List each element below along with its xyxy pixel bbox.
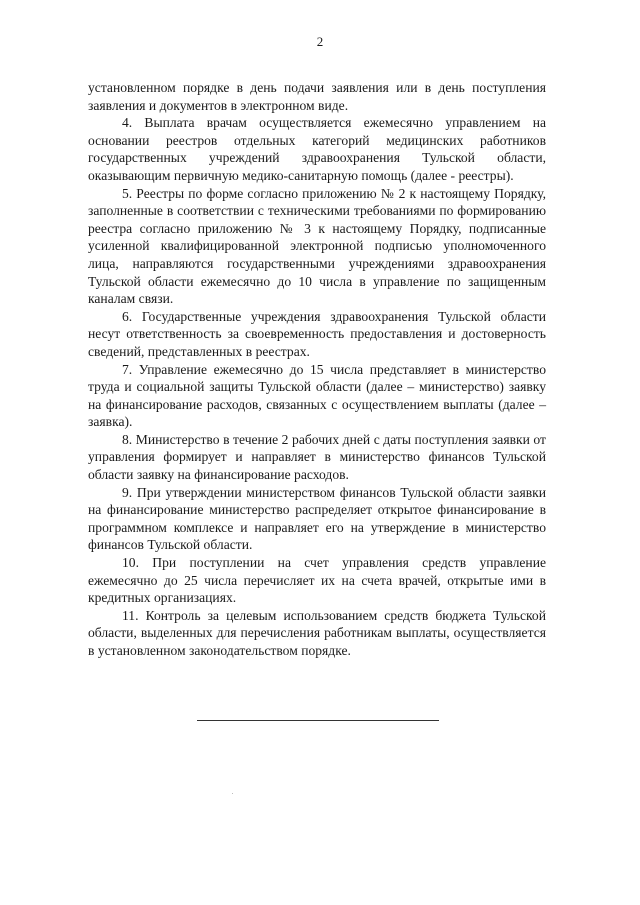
- end-separator-line: [197, 720, 439, 721]
- paragraph-item-8: 8. Министерство в течение 2 рабочих дней с даты поступления заявки от управления формирует и направляет в министерство финансов Тульской области заявку на финансирование расходов.: [88, 431, 546, 483]
- paragraph-item-4: 4. Выплата врачам осуществляется ежемесячно управлением на основании реестров отдельных категорий медицинских работников государственных учреждений здравоохранения Тульской области, оказывающим первичную медико-санитарную помощь (далее - реестры).: [88, 115, 546, 183]
- scan-speck: [232, 793, 233, 794]
- paragraph-continuation: установленном порядке в день подачи заявления или в день поступления заявления и документов в электронном виде.: [88, 80, 546, 113]
- paragraph-item-10: 10. При поступлении на счет управления средств управление ежемесячно до 25 числа перечисляет их на счета врачей, открытые ими в кредитных организациях.: [88, 555, 546, 606]
- page-number: 2: [316, 34, 324, 49]
- paragraph-item-9: 9. При утверждении министерством финансов Тульской области заявки на финансирование министерство распределяет открытое финансирование в программном комплексе и направляет его на утверждение в министерство финансов Тульской области.: [88, 484, 546, 553]
- paragraph-item-6: 6. Государственные учреждения здравоохранения Тульской области несут ответственность за своевременность предоставления и достоверность сведений, представленных в реестрах.: [88, 308, 546, 359]
- paragraph-item-7: 7. Управление ежемесячно до 15 числа представляет в министерство труда и социальной защиты Тульской области (далее – министерство) заявку на финансирование расходов, связанных с осуществлением выплаты (далее – заявка).: [88, 361, 546, 430]
- paragraph-item-5: 5. Реестры по форме согласно приложению № 2 к настоящему Порядку, заполненные в соответствии с техническими требованиями по формированию реестра согласно приложению № 3 к настоящему Порядку, подписанные усиленной квалифицированной электронной подписью уполномоченного лица, направляются государственными учреждениями здравоохранения Тульской области ежемесячно до 10 числа в управление по защищенным каналам связи.: [88, 185, 546, 307]
- document-body: [88, 79, 546, 660]
- paragraph-item-11: 11. Контроль за целевым использованием средств бюджета Тульской области, выделенных для перечисления работникам выплаты, осуществляется в установленном законодательством порядке.: [88, 607, 546, 658]
